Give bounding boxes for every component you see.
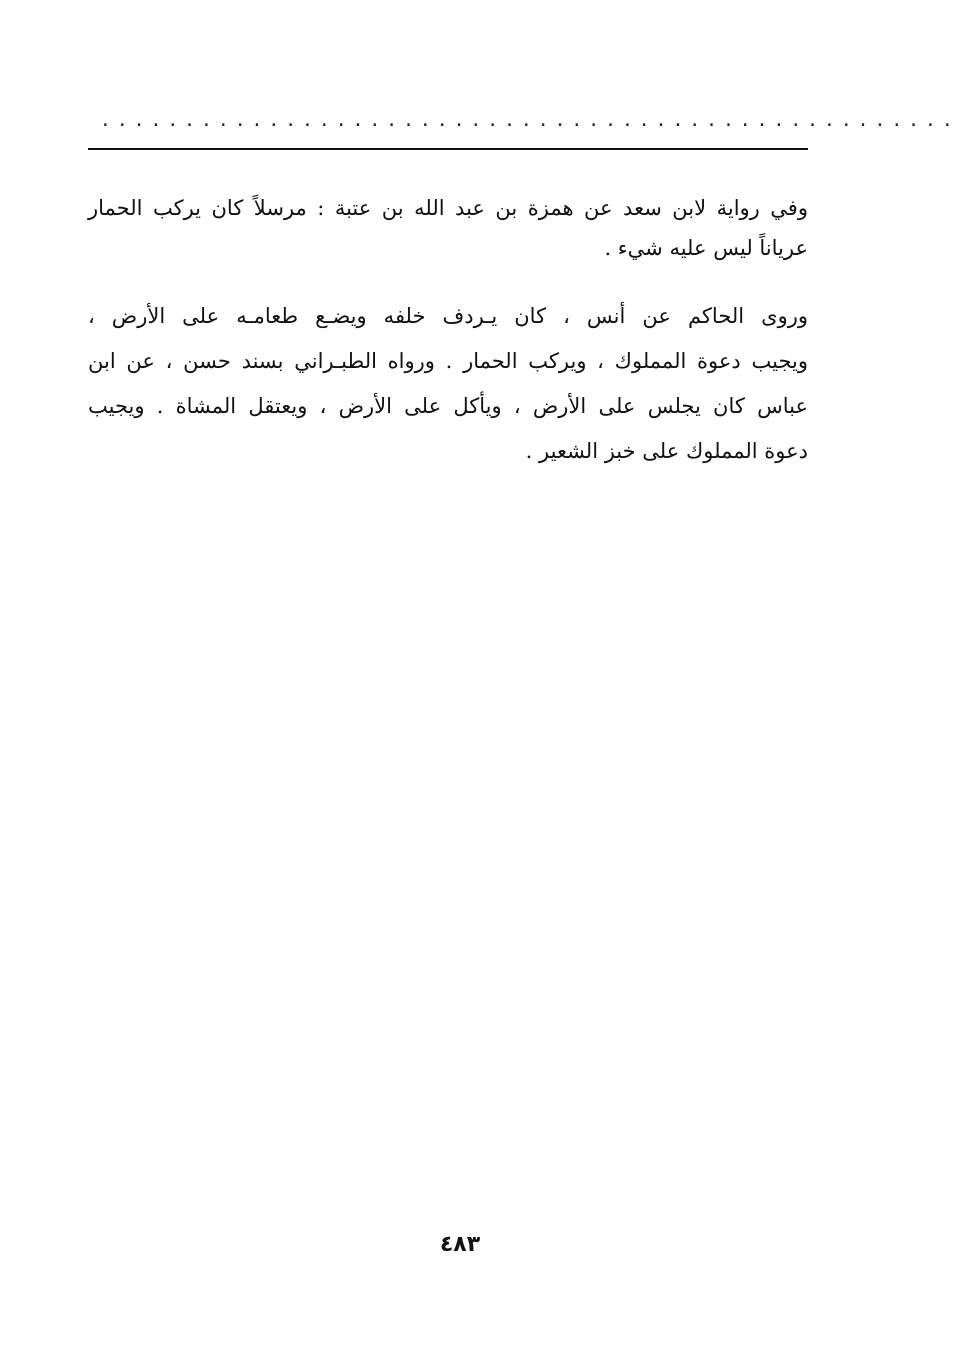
footnote-line: ويجيب دعوة المملوك ، ويركب الحمار . ورواه الطبـراني بسند حسن ، عن ابن [88, 349, 808, 373]
footnote-line: وفي رواية لابن سعد عن همزة بن عبد الله بن عتبة : مرسلاً كان يركب الحمار [88, 196, 808, 220]
footnote-paragraph-1 [88, 188, 808, 268]
footnote-separator-line [88, 148, 808, 150]
footnote-line: عباس كان يجلس على الأرض ، ويأكل على الأرض ، ويعتقل المشاة . ويجيب [88, 394, 808, 418]
footnote-line: دعوة المملوك على خبز الشعير . [525, 439, 808, 463]
page-number: ٤٨٣ [439, 1232, 481, 1257]
footnote-paragraph-2 [88, 294, 808, 474]
footnote-line: وروى الحاكم عن أنس ، كان يـردف خلفه ويضـع طعامـه على الأرض ، [88, 304, 808, 328]
footnote-line: عرياناً ليس عليه شيء . [604, 236, 808, 260]
dotted-separator: ................................................... [100, 110, 959, 131]
